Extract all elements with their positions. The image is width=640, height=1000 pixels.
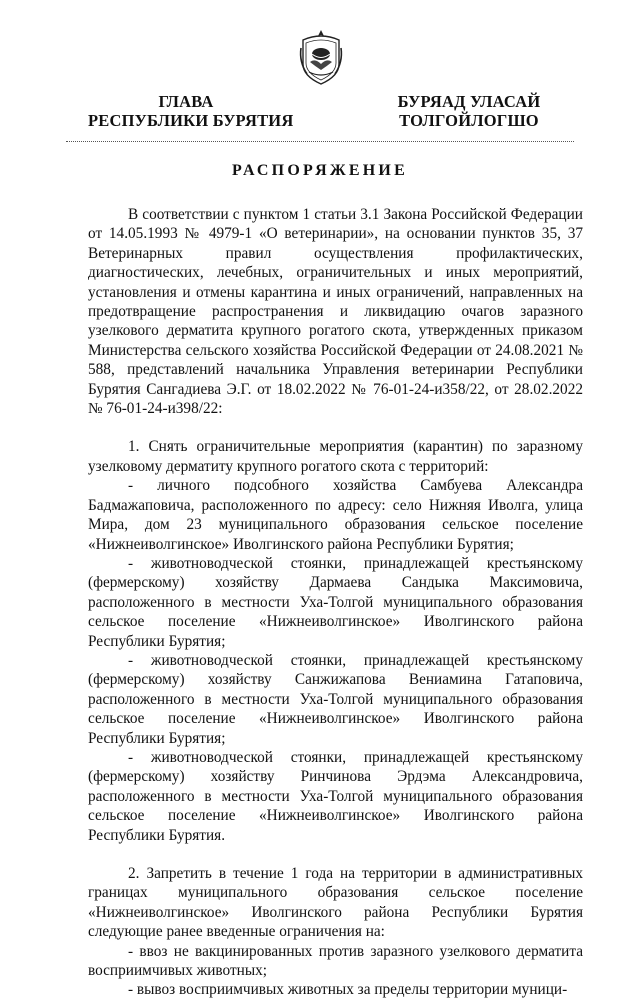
header-issuer-russian <box>88 92 294 130</box>
item1-intro: 1. Снять ограничительные мероприятия (карантин) по заразному узелковому дерматиту крупного рогатого скота с территорий: <box>88 438 583 475</box>
header-right-line2: ТОЛГОЙЛОГШО <box>399 111 539 130</box>
item1-bullet: - личного подсобного хозяйства Самбуева Александра Бадмажаповича, расположенного по адресу: село Нижняя Иволга, улица Мира, дом 23 муниципального образования сельское поселение «Нижнеиволгинское» Иволгинского района Республики Бурятия; <box>88 477 583 553</box>
item2-intro: 2. Запретить в течение 1 года на территории в административных границах муниципального образования сельское поселение «Нижнеиволгинское» Иволгинского района Республики Бурятия следующие ранее введенные ограничения на: <box>88 865 583 941</box>
header-left-line2: РЕСПУБЛИКИ БУРЯТИЯ <box>88 111 294 130</box>
republic-coat-of-arms-emblem <box>297 28 345 86</box>
header-right-line1: БУРЯАД УЛАСАЙ <box>397 92 541 111</box>
item1-bullet: - животноводческой стоянки, принадлежащей крестьянскому (фермерскому) хозяйству Дармаева Сандыка Максимовича, расположенного в местности Уха-Толгой муниципального образования сельское поселение «Нижнеиволгинское» Иволгинского района Республики Бурятия; <box>88 554 583 650</box>
document-title: РАСПОРЯЖЕНИЕ <box>232 162 408 179</box>
item2-bullet: - ввоз не вакцинированных против заразного узелкового дерматита восприимчивых животных; <box>88 942 583 980</box>
item1-bullet: - животноводческой стоянки, принадлежащей крестьянскому (фермерскому) хозяйству Ринчинова Эрдэма Александровича, расположенного в местности Уха-Толгой муниципального образования сельское поселение «Нижнеиволгинское» Иволгинского района Республики Бурятия. <box>88 748 583 844</box>
item2-bullet: - вывоз восприимчивых животных за пределы территории муници- <box>128 981 568 999</box>
document-body <box>88 205 583 1000</box>
header-issuer-buryat <box>378 92 560 130</box>
preamble-paragraph: В соответствии с пунктом 1 статьи 3.1 Закона Российской Федерации от 14.05.1993 № 4979-1 «О ветеринарии», на основании пунктов 35, 37 Ветеринарных правил осуществления профилактических, диагностических, лечебных, ограничительных и иных мероприятий, установления и отмены карантина и иных ограничений, направленных на предотвращение распространения и ликвидацию очагов заразного узелкового дерматита крупного рогатого скота, утвержденных приказом Министерства сельского хозяйства Российской Федерации от 24.08.2021 № 588, представлений начальника Управления ветеринарии Республики Бурятия Сангадиева Э.Г. от 18.02.2022 № 76-01-24-и358/22, от 28.02.2022 № 76-01-24-и398/22: <box>88 206 583 418</box>
paragraph-gap <box>88 845 583 864</box>
item1-bullet: - животноводческой стоянки, принадлежащей крестьянскому (фермерскому) хозяйству Санжижапова Вениамина Гатаповича, расположенного в местности Уха-Толгой муниципального образования сельское поселение «Нижнеиволгинское» Иволгинского района Республики Бурятия; <box>88 651 583 747</box>
header-left-line1: ГЛАВА <box>158 92 214 111</box>
header-divider <box>66 141 574 142</box>
paragraph-gap <box>88 418 583 437</box>
